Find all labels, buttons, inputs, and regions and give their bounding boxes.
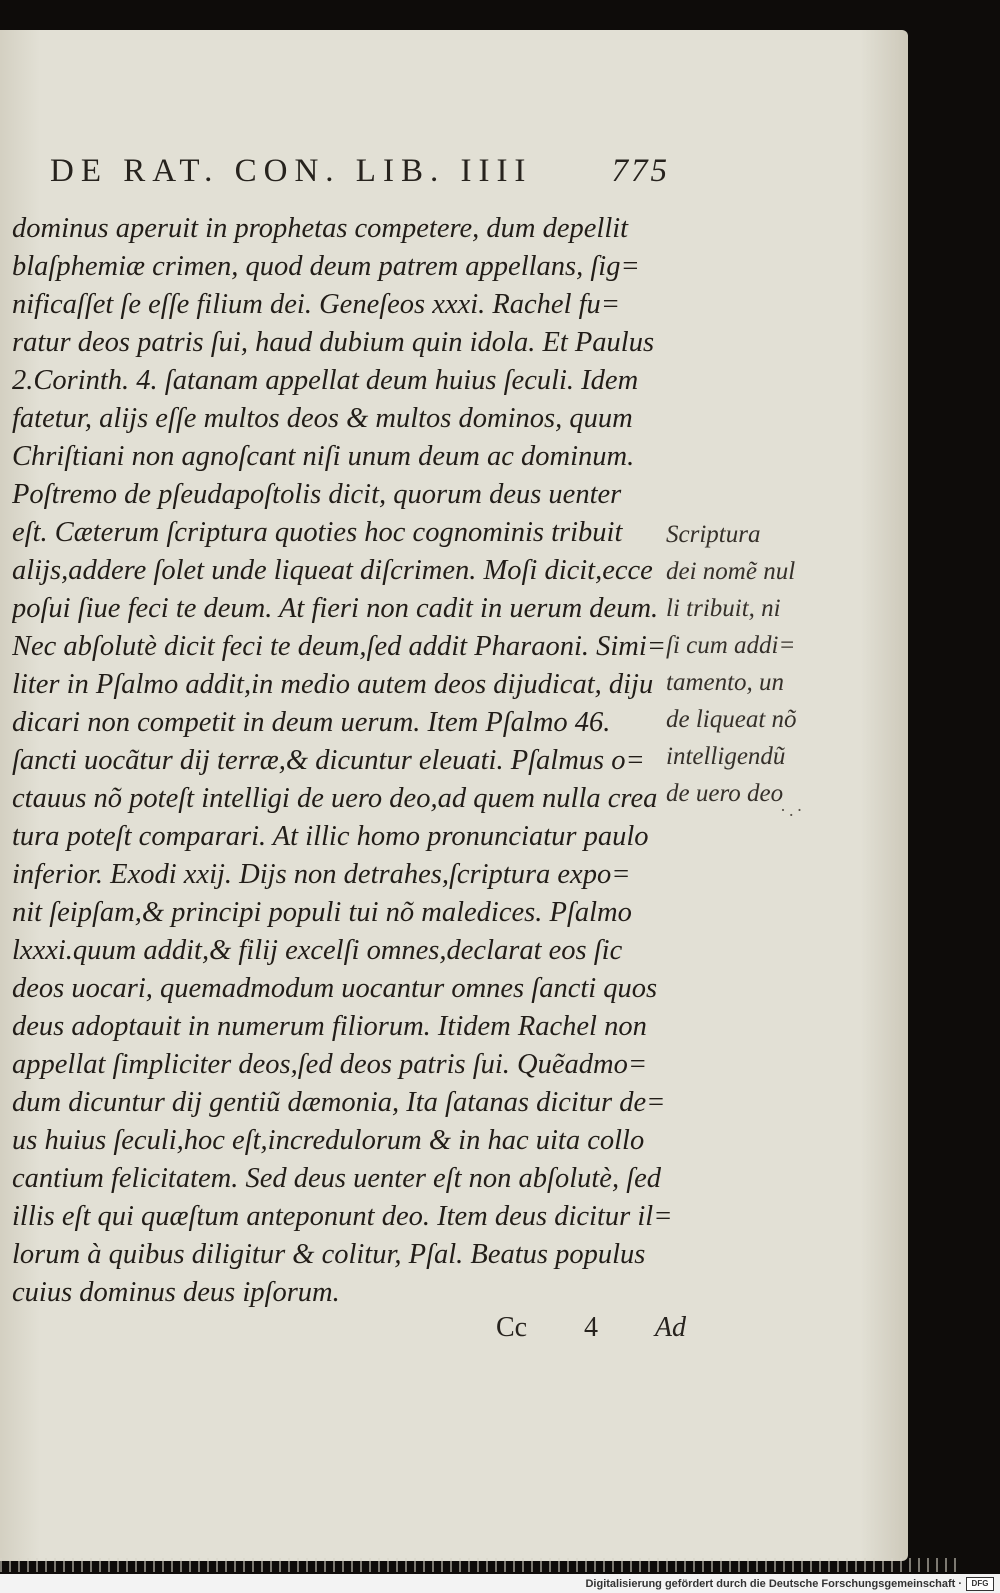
text-line: ctauus nõ poteſt intelligi de uero deo,ad quem nulla crea (12, 783, 658, 814)
text-line: tura poteſt comparari. At illic homo pronunciatur paulo (12, 821, 649, 852)
text-line: illis eſt qui quæſtum anteponunt deo. Item deus dicitur il= (12, 1201, 672, 1232)
scan-ruler (0, 1558, 960, 1572)
text-line: ſancti uocãtur dij terræ,& dicuntur eleuati. Pſalmus o= (12, 745, 645, 776)
running-head (50, 138, 670, 190)
marginal-note-line: intelligendũ (666, 743, 786, 770)
text-line: ratur deos patris ſui, haud dubium quin idola. Et Paulus (12, 327, 655, 358)
marginal-note-line: li tribuit, ni (666, 595, 781, 622)
catchword: Ad (654, 1312, 686, 1343)
marginal-note-line: ſi cum addi= (666, 632, 796, 659)
dfg-logo-icon: DFG (966, 1577, 994, 1591)
text-line: nificaſſet ſe eſſe filium dei. Geneſeos xxxi. Rachel fu= (12, 289, 621, 320)
marginal-note-line: de liqueat nõ (666, 706, 797, 733)
text-line: cuius dominus deus ipſorum. (12, 1277, 340, 1308)
ink-specks: ·.· (780, 800, 806, 820)
text-line: blaſphemiæ crimen, quod deum patrem appellans, ſig= (12, 251, 640, 282)
text-line: dominus aperuit in prophetas competere, dum depellit (12, 213, 629, 244)
credit-text: Digitalisierung gefördert durch die Deutsche Forschungsgemeinschaft · (585, 1577, 962, 1590)
text-line: lorum à quibus diligitur & colitur, Pſal. Beatus populus (12, 1239, 646, 1270)
signature-number: 4 (584, 1312, 598, 1343)
text-line: fatetur, alijs eſſe multos deos & multos dominos, quum (12, 403, 633, 434)
text-line: Poſtremo de pſeudapoſtolis dicit, quorum deus uenter (12, 479, 622, 510)
text-line: 2.Corinth. 4. ſatanam appellat deum huius ſeculi. Idem (12, 365, 639, 396)
text-line: poſui ſiue feci te deum. At fieri non cadit in uerum deum. (12, 593, 659, 624)
running-head-title: DE RAT. CON. LIB. IIII (50, 153, 533, 189)
book-page (0, 30, 908, 1561)
text-line: deus adoptauit in numerum filiorum. Itidem Rachel non (12, 1011, 647, 1042)
text-line: cantium felicitatem. Sed deus uenter eſt non abſolutè, ſed (12, 1163, 662, 1194)
marginal-note-line: de uero deo (666, 780, 784, 807)
text-line: nit ſeipſam,& principi populi tui nõ maledices. Pſalmo (12, 897, 632, 928)
signature-mark: Cc (496, 1312, 528, 1343)
text-line: eſt. Cæterum ſcriptura quoties hoc cognominis tribuit (12, 517, 623, 548)
text-line: dicari non competit in deum uerum. Item Pſalmo 46. (12, 707, 611, 738)
credit-bar (0, 1574, 1000, 1593)
text-line: inferior. Exodi xxij. Dijs non detrahes,ſcriptura expo= (12, 859, 631, 890)
marginal-note-line: tamento, un (666, 669, 785, 696)
text-line: appellat ſimpliciter deos,ſed deos patris ſui. Quẽadmo= (12, 1049, 648, 1080)
text-line: liter in Pſalmo addit,in medio autem deos dijudicat, diju (12, 669, 654, 700)
text-line: lxxxi.quum addit,& filij excelſi omnes,declarat eos ſic (12, 935, 623, 966)
folio-number: 775 (611, 153, 670, 189)
main-text-block (12, 210, 672, 1312)
text-line: dum dicuntur dij gentiũ dæmonia, Ita ſatanas dicitur de= (12, 1087, 666, 1118)
page-footer (496, 1312, 686, 1352)
text-line: alijs,addere ſolet unde liqueat diſcrimen. Moſi dicit,ecce (12, 555, 653, 586)
marginal-note-line: Scriptura (666, 521, 761, 548)
marginal-note-line: dei nomẽ nul (666, 558, 796, 585)
text-line: us huius ſeculi,hoc eſt,incredulorum & in hac uita collo (12, 1125, 645, 1156)
text-line: Chriſtiani non agnoſcant niſi unum deum ac dominum. (12, 441, 635, 472)
text-line: Nec abſolutè dicit feci te deum,ſed addit Pharaoni. Simi= (12, 631, 667, 662)
text-line: deos uocari, quemadmodum uocantur omnes ſancti quos (12, 973, 658, 1004)
marginal-note (666, 516, 826, 812)
